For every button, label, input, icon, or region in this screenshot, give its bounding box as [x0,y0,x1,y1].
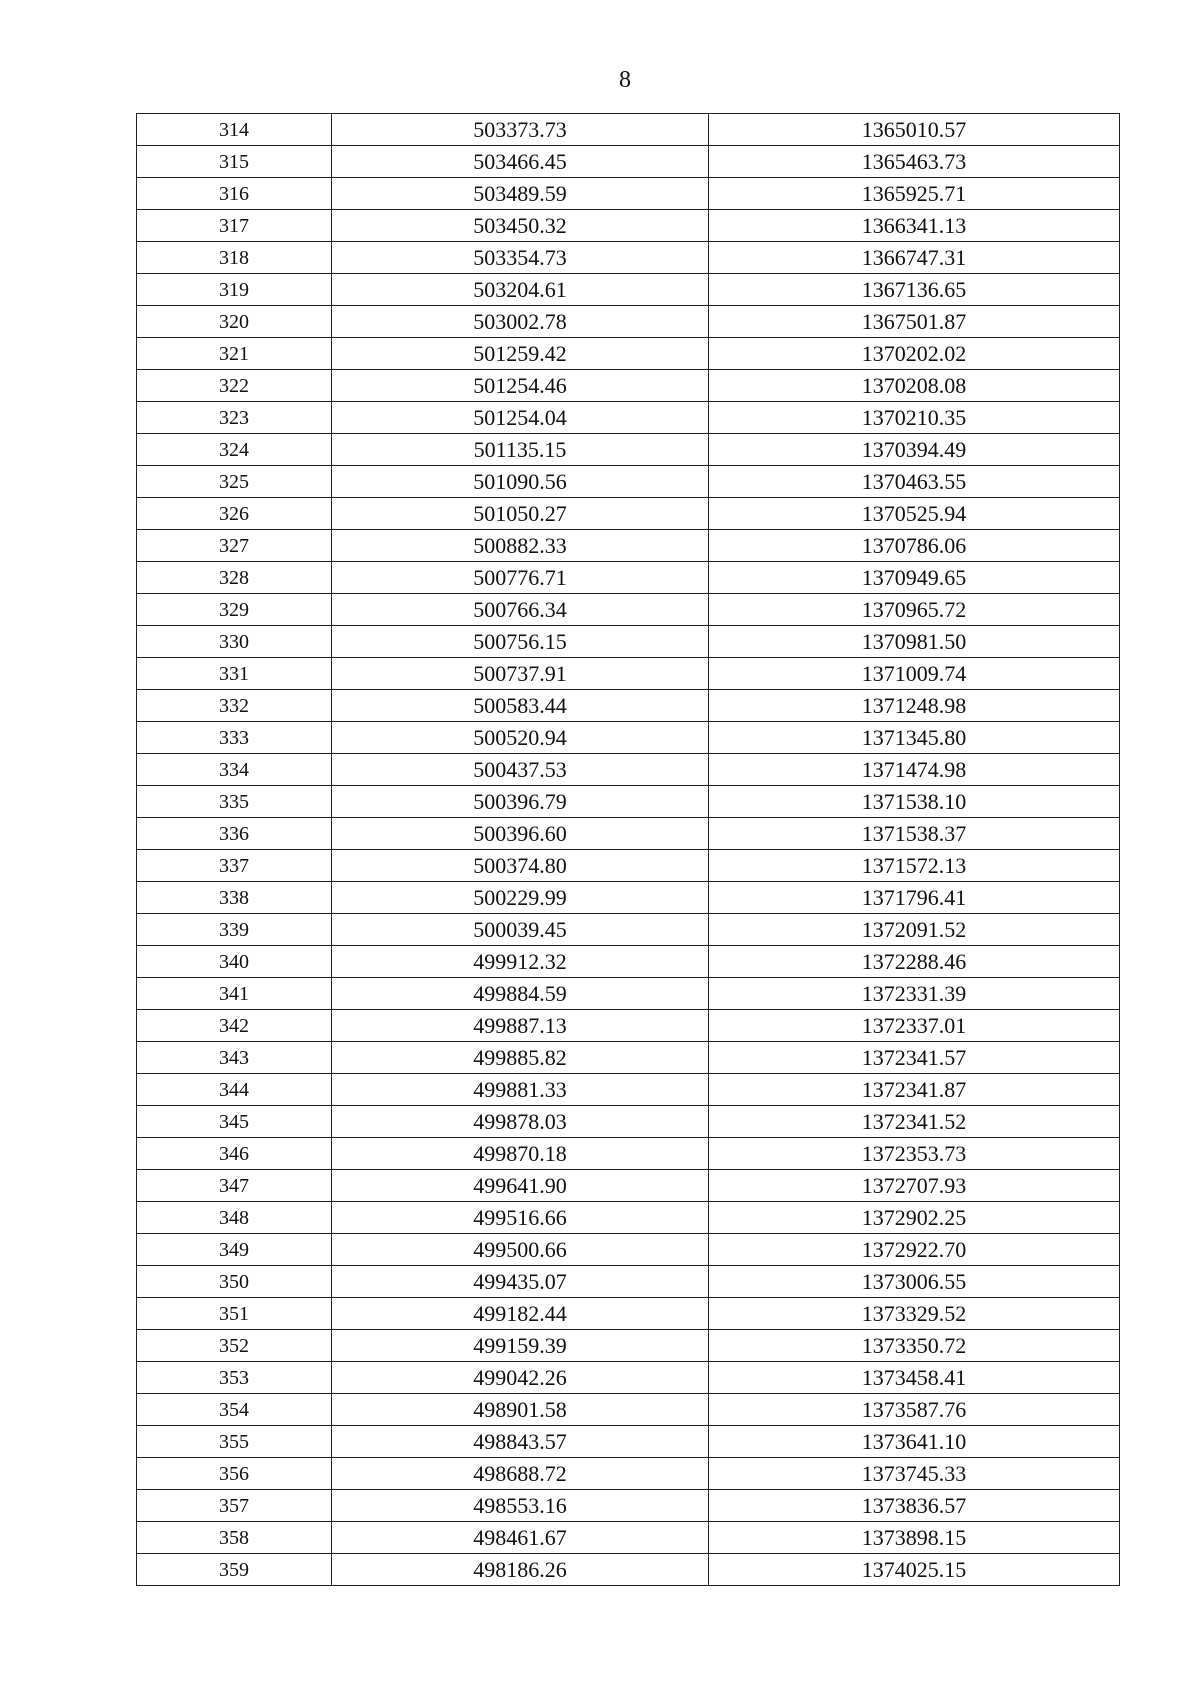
y-coordinate-cell: 1371572.13 [709,850,1120,882]
y-coordinate-cell: 1370786.06 [709,530,1120,562]
coordinate-table [136,113,1120,1586]
table-row [137,1522,1120,1554]
point-number-cell: 333 [137,722,332,754]
point-number-cell: 324 [137,434,332,466]
point-number-cell: 328 [137,562,332,594]
y-coordinate-cell: 1371474.98 [709,754,1120,786]
y-coordinate-cell: 1370463.55 [709,466,1120,498]
table-row [137,338,1120,370]
table-row [137,882,1120,914]
y-coordinate-cell: 1370965.72 [709,594,1120,626]
point-number-cell: 314 [137,114,332,146]
x-coordinate-cell: 499159.39 [332,1330,709,1362]
table-row [137,1330,1120,1362]
point-number-cell: 344 [137,1074,332,1106]
table-row [137,1074,1120,1106]
y-coordinate-cell: 1372341.57 [709,1042,1120,1074]
point-number-cell: 338 [137,882,332,914]
y-coordinate-cell: 1366747.31 [709,242,1120,274]
x-coordinate-cell: 500583.44 [332,690,709,722]
x-coordinate-cell: 498901.58 [332,1394,709,1426]
y-coordinate-cell: 1367136.65 [709,274,1120,306]
y-coordinate-cell: 1372353.73 [709,1138,1120,1170]
point-number-cell: 351 [137,1298,332,1330]
table-row [137,370,1120,402]
x-coordinate-cell: 499887.13 [332,1010,709,1042]
point-number-cell: 348 [137,1202,332,1234]
table-row [137,1490,1120,1522]
point-number-cell: 353 [137,1362,332,1394]
y-coordinate-cell: 1372331.39 [709,978,1120,1010]
table-row [137,1010,1120,1042]
point-number-cell: 355 [137,1426,332,1458]
x-coordinate-cell: 500396.79 [332,786,709,818]
table-row [137,530,1120,562]
point-number-cell: 345 [137,1106,332,1138]
table-row [137,818,1120,850]
point-number-cell: 332 [137,690,332,722]
y-coordinate-cell: 1372288.46 [709,946,1120,978]
point-number-cell: 346 [137,1138,332,1170]
point-number-cell: 317 [137,210,332,242]
coordinate-table-body [137,114,1120,1586]
table-row [137,914,1120,946]
table-row [137,946,1120,978]
x-coordinate-cell: 498843.57 [332,1426,709,1458]
x-coordinate-cell: 499878.03 [332,1106,709,1138]
x-coordinate-cell: 500882.33 [332,530,709,562]
x-coordinate-cell: 499885.82 [332,1042,709,1074]
point-number-cell: 318 [137,242,332,274]
y-coordinate-cell: 1373329.52 [709,1298,1120,1330]
y-coordinate-cell: 1373458.41 [709,1362,1120,1394]
point-number-cell: 340 [137,946,332,978]
point-number-cell: 336 [137,818,332,850]
point-number-cell: 350 [137,1266,332,1298]
table-row [137,178,1120,210]
y-coordinate-cell: 1370202.02 [709,338,1120,370]
table-row [137,594,1120,626]
y-coordinate-cell: 1372337.01 [709,1010,1120,1042]
y-coordinate-cell: 1366341.13 [709,210,1120,242]
x-coordinate-cell: 500229.99 [332,882,709,914]
point-number-cell: 334 [137,754,332,786]
table-row [137,850,1120,882]
table-row [137,978,1120,1010]
y-coordinate-cell: 1370949.65 [709,562,1120,594]
x-coordinate-cell: 499182.44 [332,1298,709,1330]
point-number-cell: 315 [137,146,332,178]
table-row [137,434,1120,466]
y-coordinate-cell: 1372902.25 [709,1202,1120,1234]
x-coordinate-cell: 500437.53 [332,754,709,786]
x-coordinate-cell: 499870.18 [332,1138,709,1170]
table-row [137,1138,1120,1170]
table-row [137,466,1120,498]
point-number-cell: 331 [137,658,332,690]
y-coordinate-cell: 1371009.74 [709,658,1120,690]
point-number-cell: 325 [137,466,332,498]
point-number-cell: 319 [137,274,332,306]
x-coordinate-cell: 498553.16 [332,1490,709,1522]
y-coordinate-cell: 1371248.98 [709,690,1120,722]
x-coordinate-cell: 499912.32 [332,946,709,978]
table-row [137,1298,1120,1330]
x-coordinate-cell: 499516.66 [332,1202,709,1234]
table-row [137,242,1120,274]
table-row [137,1554,1120,1586]
point-number-cell: 335 [137,786,332,818]
point-number-cell: 316 [137,178,332,210]
table-row [137,626,1120,658]
table-row [137,1394,1120,1426]
x-coordinate-cell: 501254.04 [332,402,709,434]
point-number-cell: 322 [137,370,332,402]
x-coordinate-cell: 499042.26 [332,1362,709,1394]
y-coordinate-cell: 1370210.35 [709,402,1120,434]
y-coordinate-cell: 1365463.73 [709,146,1120,178]
x-coordinate-cell: 499884.59 [332,978,709,1010]
point-number-cell: 330 [137,626,332,658]
table-row [137,754,1120,786]
x-coordinate-cell: 503204.61 [332,274,709,306]
point-number-cell: 341 [137,978,332,1010]
y-coordinate-cell: 1370394.49 [709,434,1120,466]
x-coordinate-cell: 500776.71 [332,562,709,594]
y-coordinate-cell: 1373641.10 [709,1426,1120,1458]
x-coordinate-cell: 503373.73 [332,114,709,146]
x-coordinate-cell: 499435.07 [332,1266,709,1298]
x-coordinate-cell: 503354.73 [332,242,709,274]
table-row [137,1042,1120,1074]
x-coordinate-cell: 503002.78 [332,306,709,338]
table-row [137,210,1120,242]
x-coordinate-cell: 503489.59 [332,178,709,210]
x-coordinate-cell: 500039.45 [332,914,709,946]
table-row [137,786,1120,818]
table-row [137,1202,1120,1234]
x-coordinate-cell: 501090.56 [332,466,709,498]
point-number-cell: 352 [137,1330,332,1362]
x-coordinate-cell: 500756.15 [332,626,709,658]
y-coordinate-cell: 1371345.80 [709,722,1120,754]
y-coordinate-cell: 1367501.87 [709,306,1120,338]
y-coordinate-cell: 1374025.15 [709,1554,1120,1586]
table-row [137,690,1120,722]
point-number-cell: 327 [137,530,332,562]
x-coordinate-cell: 498688.72 [332,1458,709,1490]
coordinate-table-container [136,113,1119,1586]
point-number-cell: 356 [137,1458,332,1490]
point-number-cell: 329 [137,594,332,626]
table-row [137,562,1120,594]
y-coordinate-cell: 1373350.72 [709,1330,1120,1362]
point-number-cell: 339 [137,914,332,946]
y-coordinate-cell: 1372341.87 [709,1074,1120,1106]
point-number-cell: 343 [137,1042,332,1074]
x-coordinate-cell: 501259.42 [332,338,709,370]
x-coordinate-cell: 500374.80 [332,850,709,882]
point-number-cell: 321 [137,338,332,370]
point-number-cell: 342 [137,1010,332,1042]
point-number-cell: 357 [137,1490,332,1522]
table-row [137,1234,1120,1266]
x-coordinate-cell: 498186.26 [332,1554,709,1586]
x-coordinate-cell: 499500.66 [332,1234,709,1266]
x-coordinate-cell: 503466.45 [332,146,709,178]
y-coordinate-cell: 1371796.41 [709,882,1120,914]
point-number-cell: 337 [137,850,332,882]
x-coordinate-cell: 501135.15 [332,434,709,466]
point-number-cell: 326 [137,498,332,530]
table-row [137,1426,1120,1458]
y-coordinate-cell: 1371538.10 [709,786,1120,818]
y-coordinate-cell: 1373587.76 [709,1394,1120,1426]
y-coordinate-cell: 1370981.50 [709,626,1120,658]
x-coordinate-cell: 499641.90 [332,1170,709,1202]
point-number-cell: 320 [137,306,332,338]
table-row [137,274,1120,306]
table-row [137,306,1120,338]
y-coordinate-cell: 1372091.52 [709,914,1120,946]
y-coordinate-cell: 1373898.15 [709,1522,1120,1554]
y-coordinate-cell: 1365925.71 [709,178,1120,210]
y-coordinate-cell: 1373745.33 [709,1458,1120,1490]
table-row [137,402,1120,434]
y-coordinate-cell: 1371538.37 [709,818,1120,850]
point-number-cell: 359 [137,1554,332,1586]
point-number-cell: 358 [137,1522,332,1554]
point-number-cell: 347 [137,1170,332,1202]
table-row [137,1458,1120,1490]
table-row [137,1362,1120,1394]
table-row [137,114,1120,146]
y-coordinate-cell: 1370208.08 [709,370,1120,402]
table-row [137,1170,1120,1202]
table-row [137,658,1120,690]
y-coordinate-cell: 1370525.94 [709,498,1120,530]
point-number-cell: 323 [137,402,332,434]
table-row [137,146,1120,178]
table-row [137,722,1120,754]
x-coordinate-cell: 500737.91 [332,658,709,690]
x-coordinate-cell: 498461.67 [332,1522,709,1554]
point-number-cell: 354 [137,1394,332,1426]
x-coordinate-cell: 500396.60 [332,818,709,850]
point-number-cell: 349 [137,1234,332,1266]
y-coordinate-cell: 1373836.57 [709,1490,1120,1522]
table-row [137,498,1120,530]
y-coordinate-cell: 1373006.55 [709,1266,1120,1298]
x-coordinate-cell: 501254.46 [332,370,709,402]
x-coordinate-cell: 500520.94 [332,722,709,754]
x-coordinate-cell: 503450.32 [332,210,709,242]
table-row [137,1106,1120,1138]
y-coordinate-cell: 1365010.57 [709,114,1120,146]
x-coordinate-cell: 501050.27 [332,498,709,530]
table-row [137,1266,1120,1298]
y-coordinate-cell: 1372922.70 [709,1234,1120,1266]
page-number: 8 [619,67,631,93]
x-coordinate-cell: 499881.33 [332,1074,709,1106]
y-coordinate-cell: 1372341.52 [709,1106,1120,1138]
y-coordinate-cell: 1372707.93 [709,1170,1120,1202]
x-coordinate-cell: 500766.34 [332,594,709,626]
